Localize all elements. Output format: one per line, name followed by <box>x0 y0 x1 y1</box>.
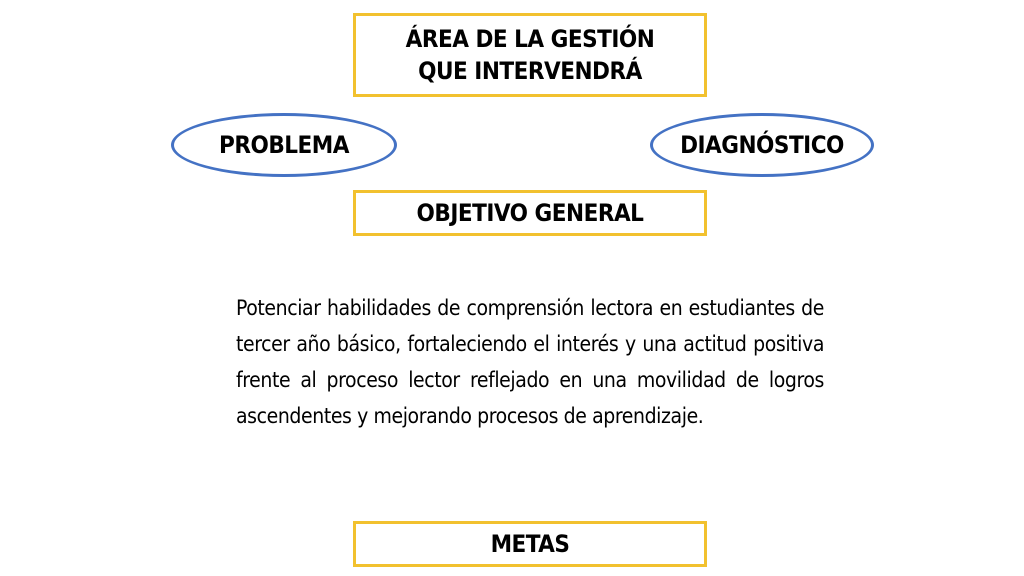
problema-label: PROBLEMA <box>219 131 349 159</box>
objetivo-general-text: Potenciar habilidades de comprensión lectora en estudiantes de tercer año básico, fortaleciendo el interés y una actitud positiva frente al proceso lector reflejado en una movilidad de logros ascendentes y mejorando procesos de aprendizaje. <box>236 296 824 428</box>
problema-ellipse <box>171 113 397 177</box>
objetivo-general-box <box>353 190 707 236</box>
diagnostico-ellipse <box>650 113 874 177</box>
area-gestion-box <box>353 13 707 97</box>
metas-label: METAS <box>490 530 570 558</box>
diagnostico-label: DIAGNÓSTICO <box>680 131 844 159</box>
metas-box <box>353 521 707 567</box>
area-gestion-label: ÁREA DE LA GESTIÓN QUE INTERVENDRÁ <box>405 25 655 85</box>
objetivo-general-label: OBJETIVO GENERAL <box>416 199 644 227</box>
